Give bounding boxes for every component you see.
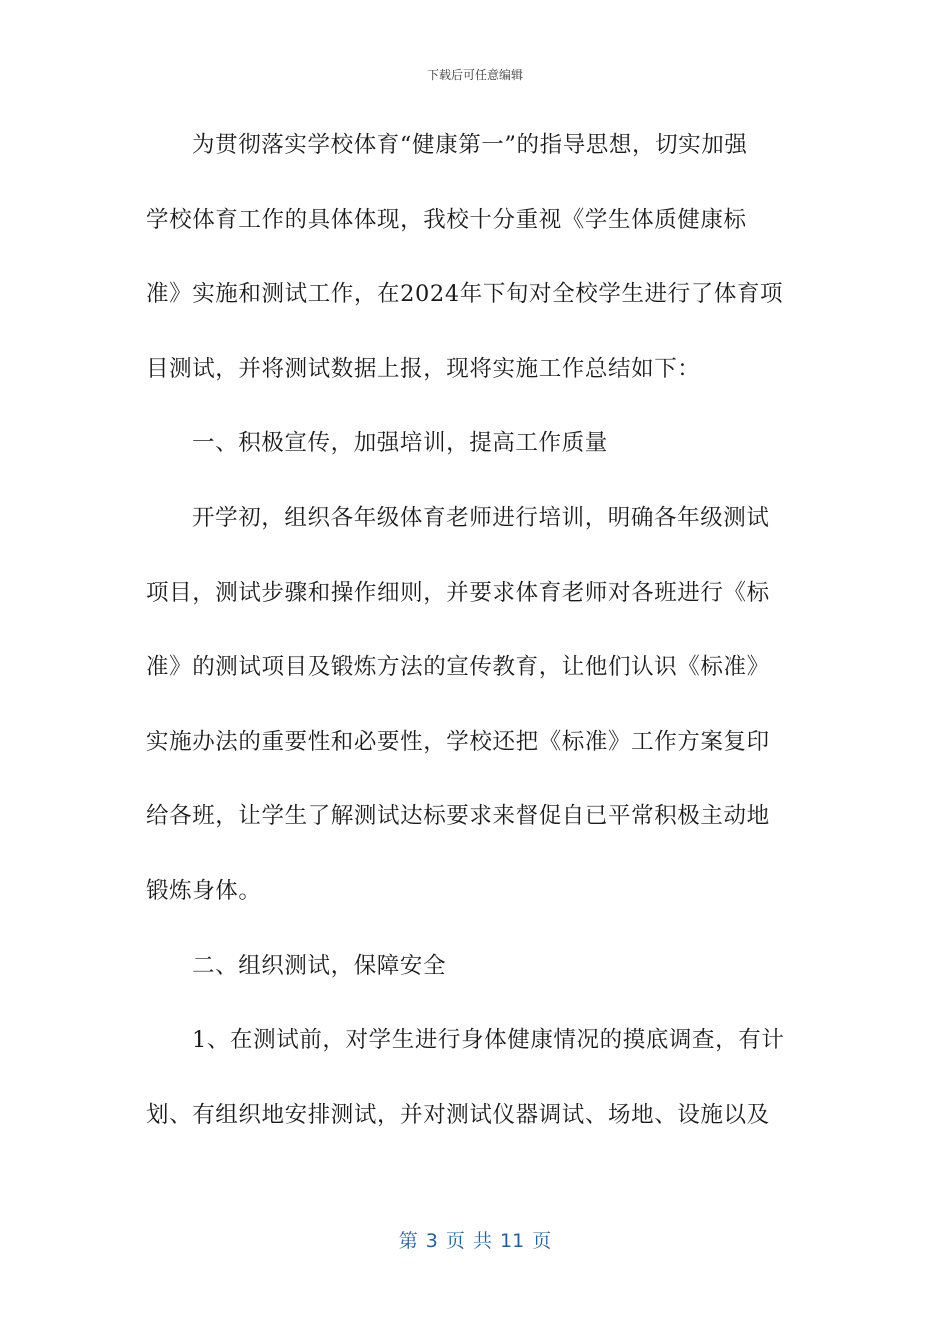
paragraph-line: 1、在测试前，对学生进行身体健康情况的摸底调查，有计	[192, 1027, 785, 1054]
footer-current-page: 3	[425, 1230, 438, 1252]
paragraph-line: 为贯彻落实学校体育“健康第一”的指导思想，切实加强	[192, 132, 748, 158]
section-heading: 一、积极宣传，加强培训，提高工作质量	[192, 430, 608, 457]
page-footer	[0, 1226, 950, 1253]
paragraph-line: 准》的测试项目及锻炼方法的宣传教育，让他们认识《标准》	[146, 654, 770, 681]
document-body	[146, 128, 811, 1172]
paragraph-line: 开学初，组织各年级体育老师进行培训，明确各年级测试	[192, 504, 770, 531]
paragraph-line: 实施办法的重要性和必要性，学校还把《标准》工作方案复印	[146, 728, 770, 755]
page-header: 下载后可任意编辑	[426, 68, 523, 82]
paragraph-line: 学校体育工作的具体体现，我校十分重视《学生体质健康标	[146, 206, 747, 233]
paragraph-line: 划、有组织地安排测试，并对测试仪器调试、场地、设施以及	[146, 1101, 770, 1128]
paragraph-line: 项目，测试步骤和操作细则，并要求体育老师对各班进行《标	[146, 579, 770, 606]
paragraph-line: 给各班，让学生了解测试达标要求来督促自已平常积极主动地	[146, 803, 770, 830]
section-heading: 二、组织测试，保障安全	[192, 952, 447, 979]
footer-label-total: 页 共	[445, 1230, 492, 1252]
footer-total-pages: 11	[500, 1230, 525, 1252]
paragraph-line: 准》实施和测试工作，在2024年下旬对全校学生进行了体育项	[146, 281, 784, 308]
footer-label-end: 页	[532, 1230, 552, 1252]
paragraph-line: 锻炼身体。	[146, 877, 262, 904]
footer-label-page: 第	[398, 1230, 418, 1252]
paragraph-line: 目测试，并将测试数据上报，现将实施工作总结如下：	[146, 355, 701, 382]
